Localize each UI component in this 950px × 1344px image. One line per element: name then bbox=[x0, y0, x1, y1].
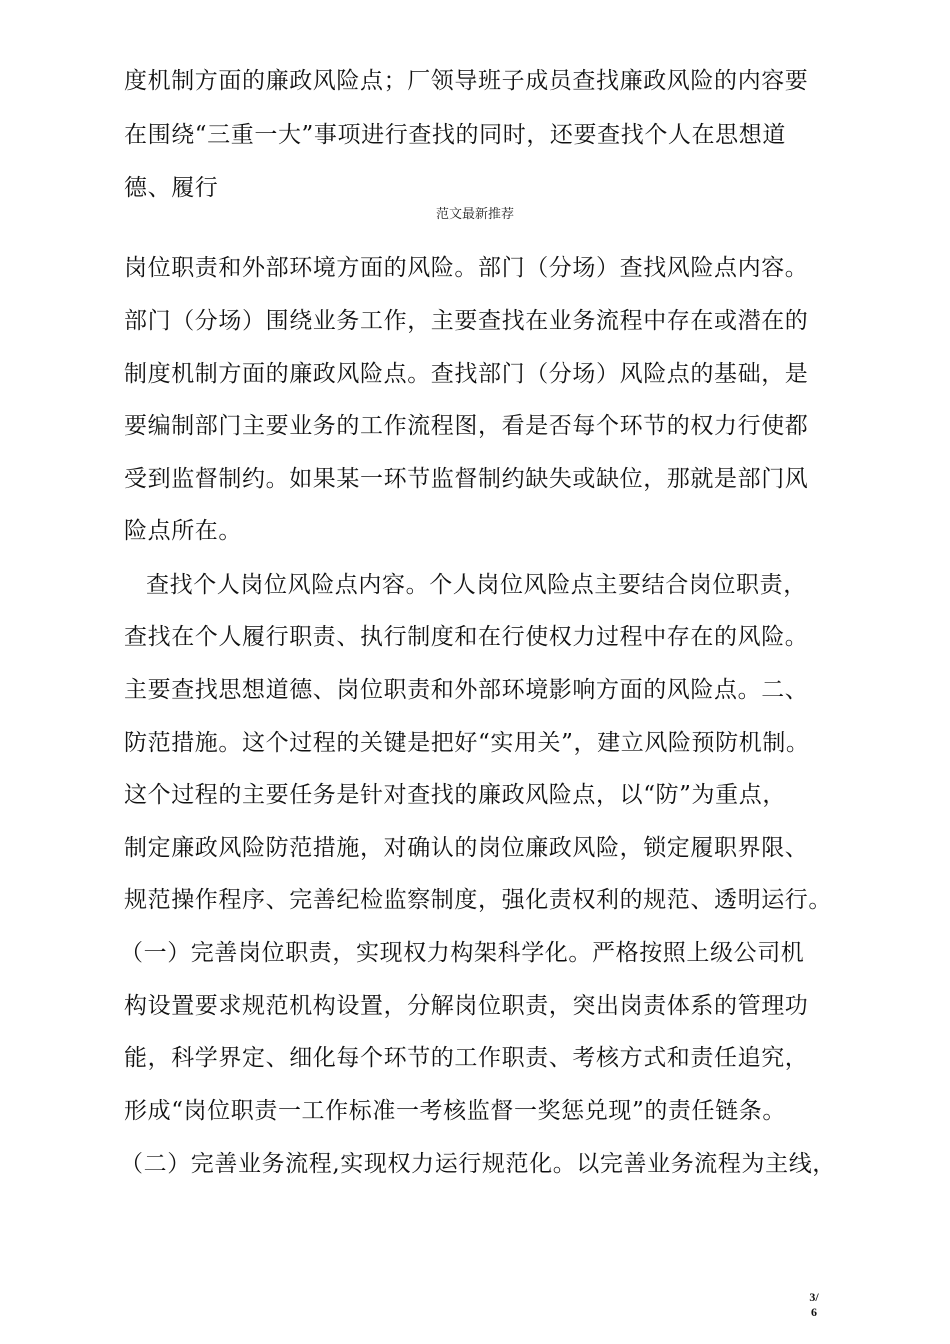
body-line-13: 防范措施。这个过程的关键是把好“实用关”，建立风险预防机制。 bbox=[124, 730, 810, 756]
body-line-17: （一）完善岗位职责，实现权力构架科学化。严格按照上级公司机 bbox=[120, 940, 805, 966]
header-note: 范文最新推荐 bbox=[435, 207, 514, 222]
body-line-12: 主要查找思想道德、岗位职责和外部环境影响方面的风险点。二、 bbox=[124, 677, 809, 703]
body-line-1: 度机制方面的廉政风险点；厂领导班子成员查找廉政风险的内容要 bbox=[124, 68, 809, 94]
body-line-21: （二）完善业务流程,实现权力运行规范化。以完善业务流程为主线， bbox=[120, 1151, 836, 1177]
body-line-2: 在围绕“三重一大”事项进行查找的同时，还要查找个人在思想道 bbox=[124, 122, 786, 148]
page-number-total: 6 bbox=[811, 1305, 817, 1319]
body-line-15: 制定廉政风险防范措施，对确认的岗位廉政风险，锁定履职界限、 bbox=[124, 835, 809, 861]
page-number bbox=[804, 1290, 824, 1320]
body-line-3: 德、履行 bbox=[124, 175, 219, 201]
body-line-4: 岗位职责和外部环境方面的风险。部门（分场）查找风险点内容。 bbox=[124, 255, 809, 281]
body-line-11: 查找在个人履行职责、执行制度和在行使权力过程中存在的风险。 bbox=[124, 624, 809, 650]
body-line-19: 能，科学界定、细化每个环节的工作职责、考核方式和责任追究， bbox=[124, 1045, 809, 1071]
body-line-5: 部门（分场）围绕业务工作，主要查找在业务流程中存在或潜在的 bbox=[124, 308, 809, 334]
body-line-8: 受到监督制约。如果某一环节监督制约缺失或缺位，那就是部门风 bbox=[124, 466, 809, 492]
body-line-18: 构设置要求规范机构设置，分解岗位职责，突出岗责体系的管理功 bbox=[124, 993, 809, 1019]
body-line-16: 规范操作程序、完善纪检监察制度，强化责权利的规范、透明运行。 bbox=[124, 887, 832, 913]
body-line-7: 要编制部门主要业务的工作流程图，看是否每个环节的权力行使都 bbox=[124, 413, 809, 439]
body-line-6: 制度机制方面的廉政风险点。查找部门（分场）风险点的基础，是 bbox=[124, 361, 809, 387]
page-number-current: 3/ bbox=[809, 1290, 819, 1304]
body-line-9: 险点所在。 bbox=[124, 518, 242, 544]
body-line-14: 这个过程的主要任务是针对查找的廉政风险点，以“防”为重点， bbox=[124, 782, 786, 808]
body-line-20: 形成“岗位职责一工作标准一考核监督一奖惩兑现”的责任链条。 bbox=[124, 1098, 786, 1124]
body-line-10: 查找个人岗位风险点内容。个人岗位风险点主要结合岗位职责， bbox=[146, 572, 807, 598]
